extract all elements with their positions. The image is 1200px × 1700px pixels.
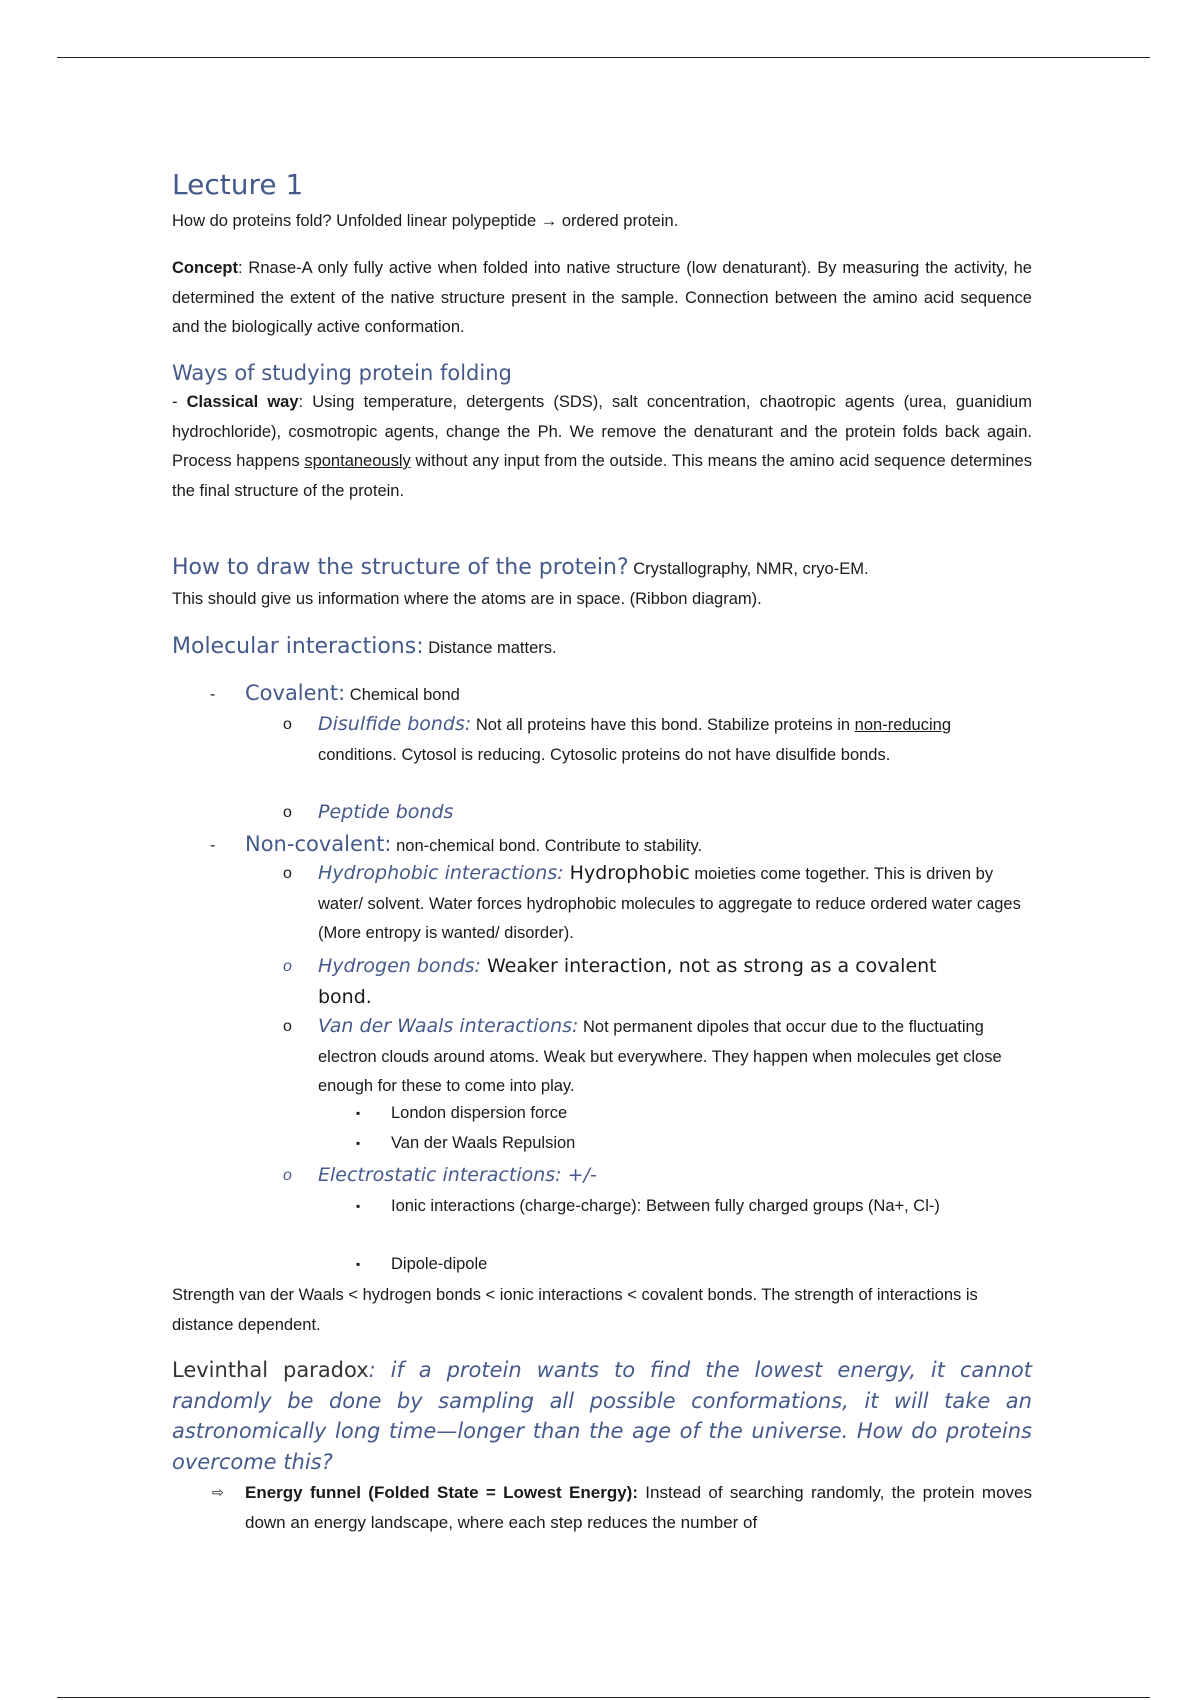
circle-bullet: o [283, 804, 292, 821]
header-rule [57, 57, 1150, 58]
levinthal-text: : if a protein wants to find the lowest energy, it cannot randomly be done by sampling all possible conformations, it will take an astronomically long time—longer than the age of the universe. How do proteins overcome this? [172, 1358, 1033, 1474]
molecular-heading: Molecular interactions: [172, 634, 424, 659]
molecular-heading-line [172, 632, 557, 664]
disulfide-item [318, 710, 1023, 770]
concept-paragraph [172, 254, 1032, 343]
concept-label: Concept [172, 259, 238, 277]
dash: - [172, 393, 187, 411]
vdw-label: Van der Waals interactions: [318, 1015, 579, 1037]
noncovalent-text: non-chemical bond. Contribute to stability. [391, 837, 703, 855]
hydrophobic-label: Hydrophobic interactions: [318, 862, 564, 884]
molecular-inline: Distance matters. [423, 639, 557, 657]
hydrogen-item [318, 952, 958, 1013]
circle-bullet: o [283, 865, 292, 882]
hydrogen-label: Hydrogen bonds: [318, 955, 481, 977]
peptide-label: Peptide bonds [318, 801, 454, 823]
classical-text-2: without any input from the outside. This means the amino acid sequence determines the final structure of the protein. [172, 452, 1032, 500]
arrow-bullet-icon: ⇨ [212, 1484, 224, 1500]
funnel-text: Instead of searching randomly, the protein moves down an energy landscape, where each step reduces the number of [245, 1483, 1032, 1532]
vdw-text: Not permanent dipoles that occur due to the fluctuating electron clouds around atoms. Weak but everywhere. They happen when molecules get close enough for these to come into play. [318, 1018, 1002, 1095]
covalent-line [245, 679, 460, 711]
electrostatic-subitem: Dipole-dipole [391, 1255, 488, 1273]
footer-rule [57, 1697, 1150, 1698]
dash-bullet: - [210, 837, 216, 854]
classical-paragraph [172, 388, 1032, 506]
noncovalent-line [245, 830, 702, 862]
classical-text-1: : Using temperature, detergents (SDS), salt concentration, chaotropic agents (urea, guanidium hydrochloride), cosmotropic agents, change the Ph. We remove the denaturant and the protein folds back again. Process happens [172, 393, 1032, 470]
square-bullet: ▪ [356, 1257, 361, 1271]
spontaneously-underlined: spontaneously [304, 452, 411, 470]
funnel-label: Energy funnel (Folded State = Lowest Energy): [245, 1483, 638, 1502]
intro-line: How do proteins fold? Unfolded linear polypeptide → ordered protein. [172, 212, 679, 230]
circle-bullet: o [283, 716, 292, 733]
hydrophobic-item [318, 859, 1028, 949]
covalent-label: Covalent: [245, 681, 346, 705]
ways-heading: Ways of studying protein folding [172, 361, 512, 385]
hydrophobic-text: moieties come together. This is driven by water/ solvent. Water forces hydrophobic molecules to aggregate to reduce ordered water cages (More entropy is wanted/ disorder). [318, 865, 1021, 942]
dash-bullet: - [210, 686, 216, 703]
strength-paragraph: Strength van der Waals < hydrogen bonds < ionic interactions < covalent bonds. The strength of interactions is distance dependent. [172, 1286, 978, 1334]
draw-inline: Crystallography, NMR, cryo-EM. [628, 560, 869, 578]
funnel-paragraph [245, 1478, 1032, 1537]
draw-text: This should give us information where the atoms are in space. (Ribbon diagram). [172, 589, 762, 608]
hydrogen-text: Weaker interaction, not as strong as a covalent bond. [318, 955, 937, 1008]
noncovalent-label: Non-covalent: [245, 832, 392, 856]
vdw-subitem: London dispersion force [391, 1104, 568, 1122]
disulfide-label: Disulfide bonds: [318, 713, 472, 735]
circle-bullet: o [283, 1167, 292, 1184]
electrostatic-item [318, 1161, 597, 1192]
disulfide-text-2: conditions. Cytosol is reducing. Cytosolic proteins do not have disulfide bonds. [318, 745, 891, 764]
square-bullet: ▪ [356, 1136, 361, 1150]
draw-heading: How to draw the structure of the protein? [172, 555, 629, 580]
hydrophobic-word: Hydrophobic [563, 862, 690, 884]
electrostatic-subitem: Ionic interactions (charge-charge): Between fully charged groups (Na+, Cl-) [391, 1197, 940, 1215]
page-title: Lecture 1 [172, 168, 304, 201]
disulfide-text-1: Not all proteins have this bond. Stabilize proteins in [471, 716, 855, 734]
square-bullet: ▪ [356, 1199, 361, 1213]
levinthal-label: Levinthal paradox [172, 1358, 369, 1382]
non-reducing-underlined: non-reducing [854, 716, 951, 734]
covalent-text: Chemical bond [345, 686, 460, 704]
concept-text: : Rnase-A only fully active when folded into native structure (low denaturant). By measuring the activity, he determined the extent of the native structure present in the sample. Connection between the amino acid sequence and the biologically active conformation. [172, 259, 1032, 336]
square-bullet: ▪ [356, 1106, 361, 1120]
levinthal-paragraph [172, 1355, 1032, 1477]
draw-section [172, 553, 1032, 614]
classical-label: Classical way [186, 393, 299, 411]
circle-bullet: o [283, 958, 292, 975]
vdw-item [318, 1012, 1018, 1102]
peptide-item [318, 798, 453, 829]
electrostatic-label: Electrostatic interactions: +/- [318, 1164, 597, 1186]
vdw-subitem: Van der Waals Repulsion [391, 1134, 576, 1152]
circle-bullet: o [283, 1018, 292, 1035]
